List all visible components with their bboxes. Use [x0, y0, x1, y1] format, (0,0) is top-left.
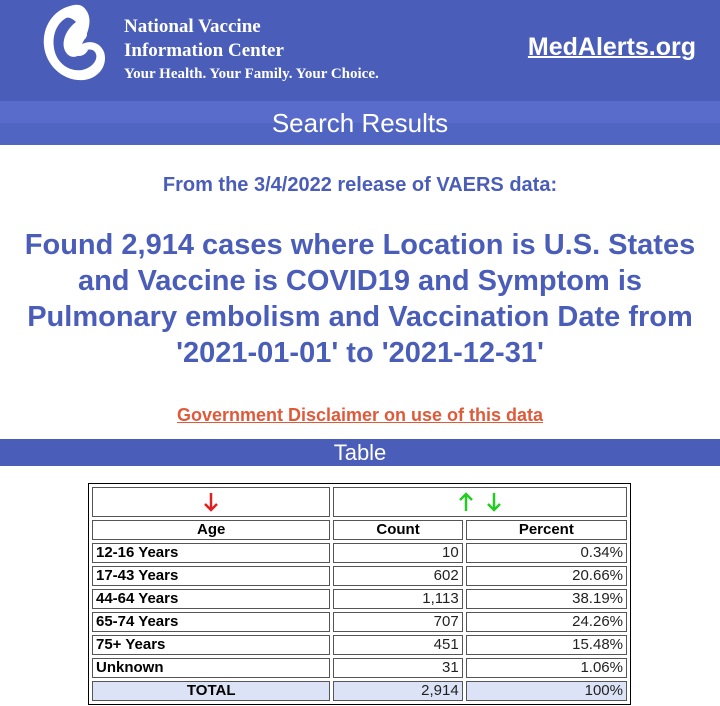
count-cell: 707 — [333, 612, 462, 632]
age-cell: 65-74 Years — [92, 612, 330, 632]
total-row — [92, 681, 627, 701]
arrow-down-green-icon[interactable] — [487, 491, 501, 513]
nvic-logo-icon[interactable] — [40, 0, 108, 86]
org-tagline: Your Health. Your Family. Your Choice. — [124, 66, 379, 82]
page-title: Search Results — [0, 101, 720, 145]
arrow-up-green-icon[interactable] — [459, 491, 473, 513]
government-disclaimer-link[interactable]: Government Disclaimer on use of this data — [176, 405, 544, 425]
release-heading: From the 3/4/2022 release of VAERS data: — [162, 174, 558, 196]
age-cell: Unknown — [92, 658, 330, 678]
sort-controls-row — [92, 487, 627, 517]
arrow-down-red-icon[interactable] — [204, 491, 218, 513]
count-column-header: Count — [333, 520, 462, 540]
percent-cell: 38.19% — [466, 589, 627, 609]
count-cell: 31 — [333, 658, 462, 678]
percent-cell: 1.06% — [466, 658, 627, 678]
site-header — [0, 0, 720, 101]
table-row — [92, 589, 627, 609]
table-row — [92, 566, 627, 586]
org-name-line2: Information Center — [124, 40, 284, 61]
table-row — [92, 658, 627, 678]
percent-cell: 24.26% — [466, 612, 627, 632]
table-row — [92, 543, 627, 563]
results-table — [88, 483, 631, 705]
org-name-line1: National Vaccine — [124, 16, 261, 37]
disclaimer-container — [0, 403, 720, 427]
total-count-cell: 2,914 — [333, 681, 462, 701]
percent-cell: 0.34% — [466, 543, 627, 563]
table-header-row — [92, 520, 627, 540]
table-row — [92, 612, 627, 632]
table-section-title: Table — [0, 439, 720, 466]
count-cell: 451 — [333, 635, 462, 655]
total-percent-cell: 100% — [466, 681, 627, 701]
age-cell: 75+ Years — [92, 635, 330, 655]
results-summary: Found 2,914 cases where Location is U.S. States and Vaccine is COVID19 and Symptom is Pulmonary embolism and Vaccination Date from '2021-01-01' to '2021-12-31' — [24, 229, 696, 369]
age-sort-cell — [92, 487, 330, 517]
count-cell: 10 — [333, 543, 462, 563]
age-cell: 44-64 Years — [92, 589, 330, 609]
results-table-container — [88, 483, 720, 705]
table-row — [92, 635, 627, 655]
total-label-cell: TOTAL — [92, 681, 330, 701]
percent-cell: 15.48% — [466, 635, 627, 655]
medalerts-link[interactable]: MedAlerts.org — [527, 33, 696, 61]
count-cell: 602 — [333, 566, 462, 586]
percent-cell: 20.66% — [466, 566, 627, 586]
age-cell: 12-16 Years — [92, 543, 330, 563]
org-title-block — [124, 15, 379, 85]
count-sort-cell — [333, 487, 627, 517]
age-column-header: Age — [92, 520, 330, 540]
count-cell: 1,113 — [333, 589, 462, 609]
percent-column-header: Percent — [466, 520, 627, 540]
age-cell: 17-43 Years — [92, 566, 330, 586]
